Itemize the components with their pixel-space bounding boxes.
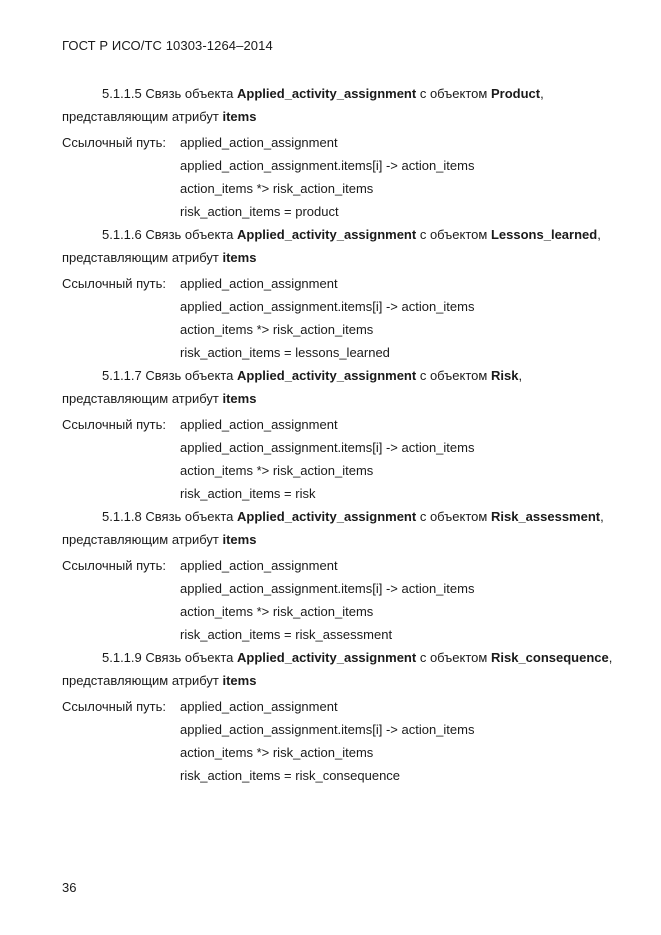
- attribute-name: items: [222, 109, 257, 124]
- section-heading-continuation: [62, 246, 637, 269]
- section-number: 5.1.1.6: [102, 227, 142, 242]
- connector-text: Связь объекта: [145, 368, 234, 383]
- section-heading-continuation: [62, 528, 637, 551]
- section-heading: 5.1.1.6 Связь объекта Applied_activity_assignment с объектом Lessons_learned,: [102, 227, 601, 242]
- source-entity: Applied_activity_assignment: [237, 509, 417, 524]
- representing-text: представляющим атрибут: [62, 532, 219, 547]
- reference-path-lines: [180, 131, 474, 223]
- representing-text: представляющим атрибут: [62, 250, 219, 265]
- connector-text: Связь объекта: [145, 86, 234, 101]
- with-object-text: с объектом: [419, 509, 488, 524]
- target-entity: Risk_consequence: [490, 650, 609, 665]
- path-line: applied_action_assignment: [180, 276, 338, 291]
- path-line: applied_action_assignment: [180, 699, 338, 714]
- representing-text: представляющим атрибут: [62, 391, 219, 406]
- path-line: action_items *> risk_action_items: [180, 322, 374, 337]
- mapping-section: [62, 82, 637, 223]
- path-line: risk_action_items = risk_consequence: [180, 768, 401, 783]
- attribute-name: items: [222, 673, 257, 688]
- reference-path-lines: [180, 695, 474, 787]
- path-line: applied_action_assignment.items[i] -> action_items: [180, 581, 475, 596]
- path-line: applied_action_assignment.items[i] -> action_items: [180, 440, 475, 455]
- attribute-name: items: [222, 250, 257, 265]
- path-line: applied_action_assignment: [180, 558, 338, 573]
- section-number: 5.1.1.5: [102, 86, 142, 101]
- with-object-text: с объектом: [419, 650, 488, 665]
- path-line: applied_action_assignment.items[i] -> action_items: [180, 299, 475, 314]
- mapping-section: [62, 223, 637, 364]
- reference-path: [62, 131, 637, 223]
- target-entity: Risk_assessment: [490, 509, 601, 524]
- attribute-name: items: [222, 532, 257, 547]
- path-line: applied_action_assignment: [180, 135, 338, 150]
- section-heading-continuation: [62, 105, 637, 128]
- target-entity: Risk: [490, 368, 519, 383]
- source-entity: Applied_activity_assignment: [237, 86, 417, 101]
- reference-path-lines: [180, 272, 474, 364]
- path-line: applied_action_assignment.items[i] -> action_items: [180, 722, 475, 737]
- path-line: action_items *> risk_action_items: [180, 745, 374, 760]
- path-line: applied_action_assignment: [180, 417, 338, 432]
- with-object-text: с объектом: [419, 368, 488, 383]
- reference-path-lines: [180, 554, 474, 646]
- reference-path-lines: [180, 413, 474, 505]
- section-heading: 5.1.1.8 Связь объекта Applied_activity_assignment с объектом Risk_assessment,: [102, 509, 604, 524]
- mapping-section: [62, 505, 637, 646]
- reference-path-label: Ссылочный путь:: [62, 276, 166, 291]
- document-body: [62, 82, 637, 787]
- section-heading: 5.1.1.9 Связь объекта Applied_activity_assignment с объектом Risk_consequence,: [102, 650, 613, 665]
- target-entity: Product: [490, 86, 541, 101]
- connector-text: Связь объекта: [145, 227, 234, 242]
- section-heading: 5.1.1.7 Связь объекта Applied_activity_assignment с объектом Risk,: [102, 368, 523, 383]
- attribute-name: items: [222, 391, 257, 406]
- path-line: risk_action_items = risk: [180, 486, 316, 501]
- connector-text: Связь объекта: [145, 509, 234, 524]
- representing-text: представляющим атрибут: [62, 673, 219, 688]
- mapping-section: [62, 364, 637, 505]
- section-heading-continuation: [62, 669, 637, 692]
- section-number: 5.1.1.8: [102, 509, 142, 524]
- section-number: 5.1.1.9: [102, 650, 142, 665]
- reference-path: [62, 695, 637, 787]
- section-number: 5.1.1.7: [102, 368, 142, 383]
- path-line: action_items *> risk_action_items: [180, 604, 374, 619]
- reference-path: [62, 554, 637, 646]
- path-line: applied_action_assignment.items[i] -> action_items: [180, 158, 475, 173]
- reference-path: [62, 272, 637, 364]
- source-entity: Applied_activity_assignment: [237, 227, 417, 242]
- source-entity: Applied_activity_assignment: [237, 650, 417, 665]
- mapping-section: [62, 646, 637, 787]
- section-heading: 5.1.1.5 Связь объекта Applied_activity_assignment с объектом Product,: [102, 86, 544, 101]
- with-object-text: с объектом: [419, 86, 488, 101]
- reference-path-label: Ссылочный путь:: [62, 417, 166, 432]
- reference-path-label: Ссылочный путь:: [62, 135, 166, 150]
- path-line: action_items *> risk_action_items: [180, 463, 374, 478]
- section-heading-continuation: [62, 387, 637, 410]
- reference-path: [62, 413, 637, 505]
- target-entity: Lessons_learned: [490, 227, 598, 242]
- document-header: ГОСТ Р ИСО/ТС 10303-1264–2014: [62, 38, 273, 53]
- path-line: risk_action_items = lessons_learned: [180, 345, 390, 360]
- path-line: risk_action_items = risk_assessment: [180, 627, 393, 642]
- page-number: 36: [62, 880, 77, 895]
- source-entity: Applied_activity_assignment: [237, 368, 417, 383]
- reference-path-label: Ссылочный путь:: [62, 558, 166, 573]
- reference-path-label: Ссылочный путь:: [62, 699, 166, 714]
- representing-text: представляющим атрибут: [62, 109, 219, 124]
- connector-text: Связь объекта: [145, 650, 234, 665]
- path-line: risk_action_items = product: [180, 204, 339, 219]
- path-line: action_items *> risk_action_items: [180, 181, 374, 196]
- with-object-text: с объектом: [419, 227, 488, 242]
